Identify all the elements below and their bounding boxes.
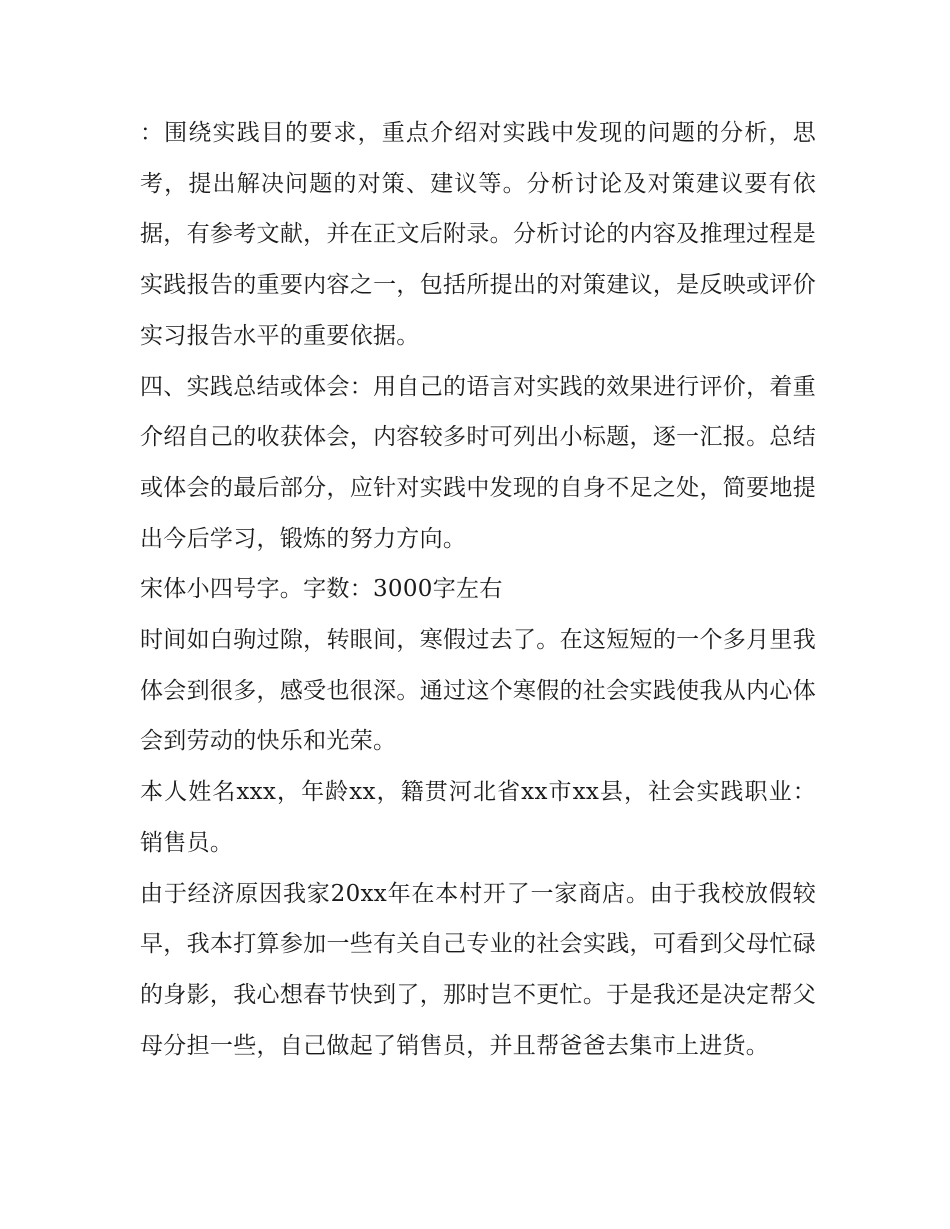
paragraph-intro: 时间如白驹过隙，转眼间，寒假过去了。在这短短的一个多月里我体会到很多，感受也很深。通过这个寒假的社会实践使我从内心体会到劳动的快乐和光荣。 (140, 627, 816, 755)
paragraph-summary: 四、实践总结或体会：用自己的语言对实践的效果进行评价，着重介绍自己的收获体会，内容较多时可列出小标题，逐一汇报。总结或体会的最后部分，应针对实践中发现的自身不足之处，简要地提出今后学习，锻炼的努力方向。 (140, 373, 816, 552)
paragraph-background: 由于经济原因我家20xx年在本村开了一家商店。由于我校放假较早，我本打算参加一些有关自己专业的社会实践，可看到父母忙碌的身影，我心想春节快到了，那时岂不更忙。于是我还是决定帮父母分担一些，自己做起了销售员，并且帮爸爸去集市上进货。 (140, 880, 816, 1059)
paragraph-personal-info: 本人姓名xxx，年龄xx，籍贯河北省xx市xx县，社会实践职业：销售员。 (140, 779, 816, 856)
paragraph-analysis: ：围绕实践目的要求，重点介绍对实践中发现的问题的分析，思考，提出解决问题的对策、建议等。分析讨论及对策建议要有依据，有参考文献，并在正文后附录。分析讨论的内容及推理过程是实践报告的重要内容之一，包括所提出的对策建议，是反映或评价实习报告水平的重要依据。 (140, 120, 816, 349)
paragraph-format-note: 宋体小四号字。字数：3000字左右 (140, 576, 503, 603)
document-body (140, 108, 816, 1071)
